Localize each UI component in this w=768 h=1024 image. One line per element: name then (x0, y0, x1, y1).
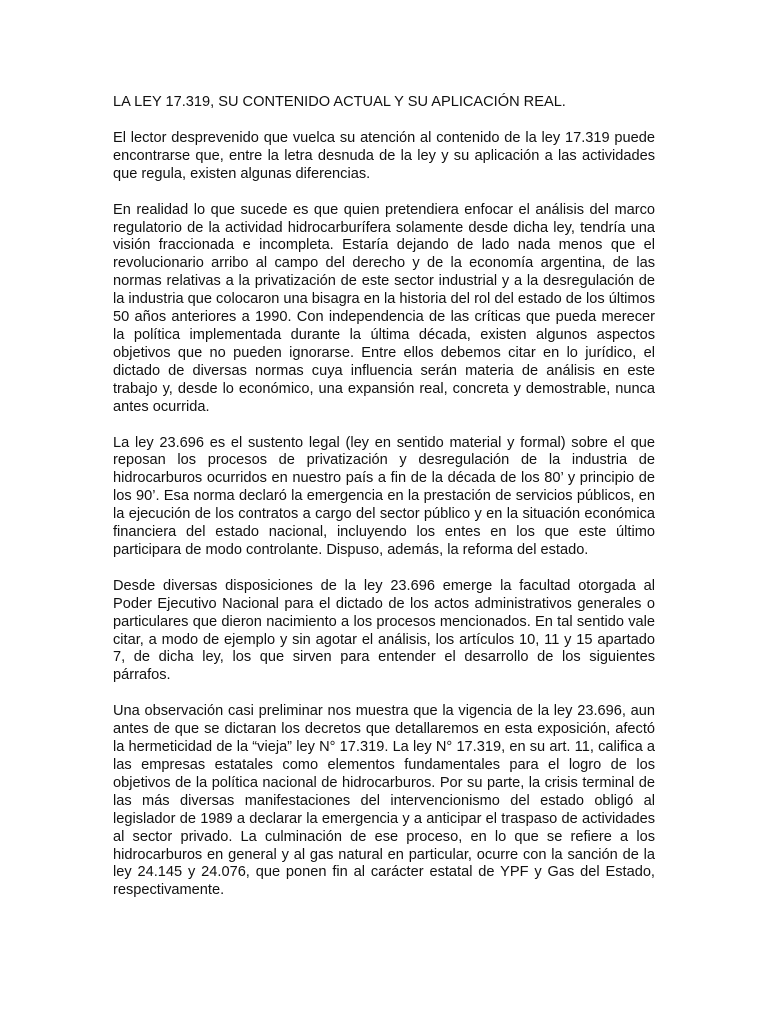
paragraph-5: Una observación casi preliminar nos muestra que la vigencia de la ley 23.696, aun antes de que se dictaran los decretos que detallaremos en esta exposición, afectó la hermeticidad de la “vieja” ley N° 17.319. La ley N° 17.319, en su art. 11, califica a las empresas estatales como elementos fundamentales para el logro de los objetivos de la política nacional de hidrocarburos. Por su parte, la crisis terminal de las más diversas manifestaciones del intervencionismo del estado obligó al legislador de 1989 a declarar la emergencia y a anticipar el traspaso de actividades al sector privado. La culminación de ese proceso, en lo que se refiere a los hidrocarburos en general y al gas natural en particular, ocurre con la sanción de la ley 24.145 y 24.076, que ponen fin al carácter estatal de YPF y Gas del Estado, respectivamente. (113, 703, 655, 899)
document-title: LA LEY 17.319, SU CONTENIDO ACTUAL Y SU APLICACIÓN REAL. (113, 94, 566, 110)
document-page (113, 94, 655, 918)
paragraph-4: Desde diversas disposiciones de la ley 23.696 emerge la facultad otorgada al Poder Ejecutivo Nacional para el dictado de los actos administrativos generales o particulares que dieron nacimiento a los procesos mencionados. En tal sentido vale citar, a modo de ejemplo y sin agotar el análisis, los artículos 10, 11 y 15 apartado 7, de dicha ley, los que sirven para entender el desarrollo de los siguientes párrafos. (113, 577, 655, 684)
paragraph-1: El lector desprevenido que vuelca su atención al contenido de la ley 17.319 puede encontrarse que, entre la letra desnuda de la ley y su aplicación a las actividades que regula, existen algunas diferencias. (113, 129, 655, 182)
paragraph-3: La ley 23.696 es el sustento legal (ley en sentido material y formal) sobre el que reposan los procesos de privatización y desregulación de la industria de hidrocarburos ocurridos en nuestro país a fin de la década de los 80’ y principio de los 90’. Esa norma declaró la emergencia en la prestación de servicios públicos, en la ejecución de los contratos a cargo del sector público y en la situación económica financiera del estado nacional, incluyendo los entes en los que este último participara de modo controlante. Dispuso, además, la reforma del estado. (113, 434, 655, 558)
paragraph-2: En realidad lo que sucede es que quien pretendiera enfocar el análisis del marco regulatorio de la actividad hidrocarburífera solamente desde dicha ley, tendría una visión fraccionada e incompleta. Estaría dejando de lado nada menos que el revolucionario arribo al campo del derecho y de la economía argentina, de las normas relativas a la privatización de este sector industrial y a la desregulación de la industria que colocaron una bisagra en la historia del rol del estado de los últimos 50 años anteriores a 1990. Con independencia de las críticas que pueda merecer la política implementada durante la última década, existen algunos aspectos objetivos que no pueden ignorarse. Entre ellos debemos citar en lo jurídico, el dictado de diversas normas cuya influencia serán materia de análisis en este trabajo y, desde lo económico, una expansión real, concreta y demostrable, nunca antes ocurrida. (113, 201, 655, 415)
